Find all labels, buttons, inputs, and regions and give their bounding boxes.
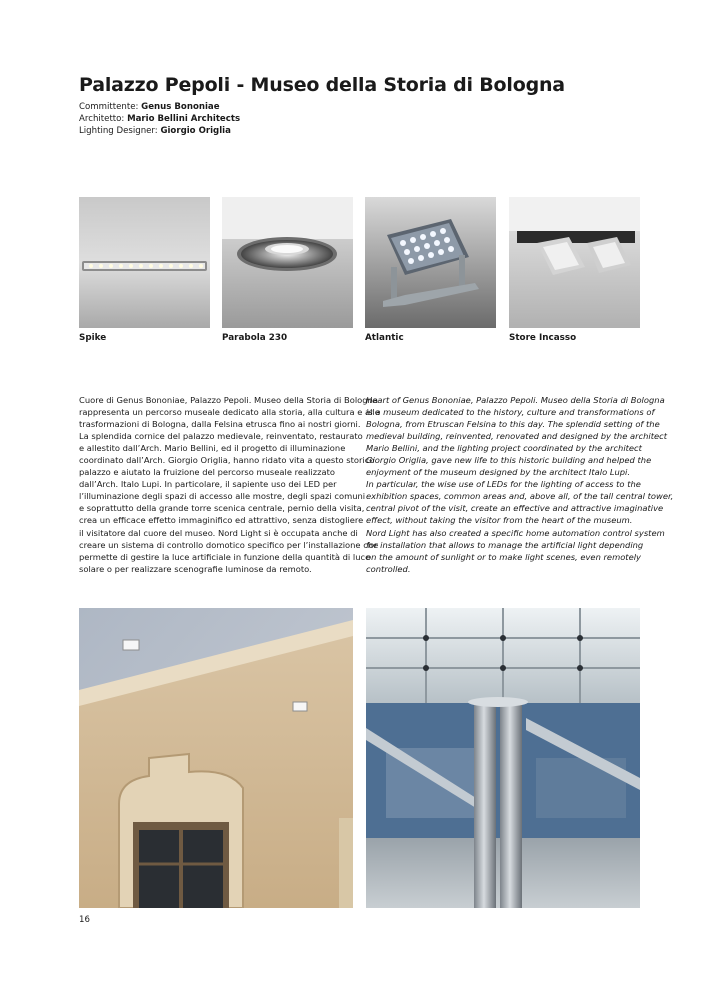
body-line: effect, without taking the visitor from the heart of the museum. xyxy=(366,515,633,526)
body-line: controlled. xyxy=(366,563,411,574)
body-line: palazzo e aiutato la fruizione del percorso museale realizzato xyxy=(79,467,336,478)
body-line: e soprattutto della grande torre scenica centrale, pernio della visita, xyxy=(79,503,365,514)
body-line: Heart of Genus Bononiae, Palazzo Pepoli. Museo della Storia di Bologna xyxy=(366,395,665,405)
body-line: l’illuminazione degli spazi di accesso alle mostre, degli spazi comuni xyxy=(79,491,366,502)
body-line: permette di gestire la luce artificiale in funzione della quantità di luce xyxy=(79,551,371,562)
body-text-english xyxy=(366,394,674,575)
recessed-downlight-image xyxy=(222,197,353,328)
credit-value: Genus Bononiae xyxy=(141,102,220,112)
body-line: for installation that allows to manage the artificial light depending xyxy=(366,539,644,550)
credit-value: Mario Bellini Architects xyxy=(127,114,241,124)
credit-label: Committente: xyxy=(79,102,142,112)
body-text-italian xyxy=(79,394,380,575)
body-line: In particular, the wise use of LEDs for the lighting of access to the xyxy=(366,479,641,490)
body-line: dall’Arch. Italo Lupi. In particolare, il sapiente uso dei LED per xyxy=(79,479,337,490)
page-title: Palazzo Pepoli - Museo della Storia di Bologna xyxy=(79,74,565,96)
body-line: Nord Light has also created a specific home automation control system xyxy=(366,527,665,538)
body-line: exhibition spaces, common areas and, above all, of the tall central tower, xyxy=(366,491,674,502)
body-line: central pivot of the visit, create an effective and attractive imaginative xyxy=(366,503,664,514)
body-line: enjoyment of the museum designed by the architect Italo Lupi. xyxy=(366,467,631,478)
page-number: 16 xyxy=(79,915,90,925)
product-label-spike: Spike xyxy=(79,333,107,343)
palazzo-facade-photo xyxy=(79,608,353,908)
body-line: Mario Bellini, and the lighting project coordinated by the architect xyxy=(366,443,642,454)
body-line: solare o per realizzare scenografie luminose da remoto. xyxy=(79,563,312,574)
product-label-atlantic: Atlantic xyxy=(365,333,404,343)
body-line: is a museum dedicated to the history, culture and transformations of xyxy=(366,407,655,418)
body-line: e allestito dall’Arch. Mario Bellini, ed il progetto di illuminazione xyxy=(79,443,346,454)
linear-led-bar-image xyxy=(79,197,210,328)
body-line: rappresenta un percorso museale dedicato alla storia, alla cultura e alle xyxy=(79,407,380,418)
body-line: Giorgio Origlia, gave new life to this historic building and helped the xyxy=(366,455,652,466)
recessed-adjustable-spot-image xyxy=(509,197,640,328)
body-line: La splendida cornice del palazzo medievale, reinventato, restaurato xyxy=(79,431,363,442)
body-line: crea un efficace effetto immaginifico ed attrattivo, senza distogliere xyxy=(79,515,364,526)
body-line: medieval building, reinvented, renovated and designed by the architect xyxy=(366,431,667,442)
body-line: trasformazioni di Bologna, dalla Felsina etrusca fino ai nostri giorni. xyxy=(79,419,361,430)
credit-label: Architetto: xyxy=(79,114,128,124)
credit-lighting-designer xyxy=(79,125,240,137)
led-projector-image xyxy=(365,197,496,328)
body-line: creare un sistema di controllo domotico specifico per l’installazione che xyxy=(79,539,379,550)
body-line: coordinato dall’Arch. Giorgio Origlia, hanno ridato vita a questo storico xyxy=(79,455,375,466)
product-label-store-incasso: Store Incasso xyxy=(509,333,577,343)
museum-tower-interior-photo xyxy=(366,608,640,908)
credit-architect xyxy=(79,113,240,125)
body-line: Cuore di Genus Bononiae, Palazzo Pepoli. Museo della Storia di Bologna xyxy=(79,395,378,405)
product-label-parabola: Parabola 230 xyxy=(222,333,288,343)
credit-client xyxy=(79,101,240,113)
credit-label: Lighting Designer: xyxy=(79,126,161,136)
project-credits xyxy=(79,101,240,137)
body-line: il visitatore dal cuore del museo. Nord Light si è occupata anche di xyxy=(79,527,358,538)
body-line: on the amount of sunlight or to make light scenes, even remotely xyxy=(366,551,641,562)
body-line: Bologna, from Etruscan Felsina to this day. The splendid setting of the xyxy=(366,419,660,430)
credit-value: Giorgio Origlia xyxy=(160,126,231,136)
